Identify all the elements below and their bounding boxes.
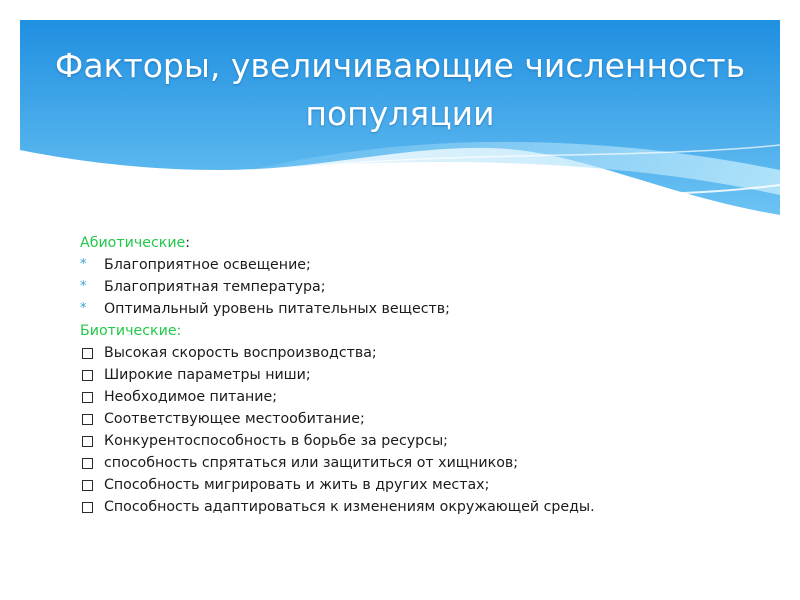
biotic-heading	[80, 320, 760, 342]
abiotic-heading	[80, 232, 760, 254]
biotic-item-label: Соответствующее местообитание;	[104, 411, 365, 427]
list-item	[80, 364, 760, 386]
list-item	[80, 452, 760, 474]
list-item	[80, 342, 760, 364]
list-item	[80, 496, 760, 518]
list-item	[80, 276, 760, 298]
list-item	[80, 430, 760, 452]
abiotic-item-label: Благоприятная температура;	[104, 279, 326, 295]
biotic-heading-label: Биотические:	[80, 323, 182, 339]
list-item	[80, 298, 760, 320]
biotic-item-label: Способность мигрировать и жить в других местах;	[104, 477, 490, 493]
abiotic-item-label: Благоприятное освещение;	[104, 257, 311, 273]
slide-title: Факторы, увеличивающие численность популяции	[54, 46, 746, 133]
biotic-item-label: Способность адаптироваться к изменениям окружающей среды.	[104, 499, 595, 515]
list-item	[80, 474, 760, 496]
biotic-item-label: Широкие параметры ниши;	[104, 367, 311, 383]
slide	[20, 20, 780, 580]
asterisk-bullet-icon: *	[80, 257, 87, 272]
asterisk-bullet-icon: *	[80, 279, 87, 294]
list-item	[80, 386, 760, 408]
abiotic-item-label: Оптимальный уровень питательных веществ;	[104, 301, 450, 317]
content-list	[80, 232, 760, 518]
abiotic-heading-label: Абиотические	[80, 235, 186, 251]
biotic-item-label: Конкурентоспособность в борьбе за ресурсы;	[104, 433, 448, 449]
biotic-item-label: способность спрятаться или защититься от хищников;	[104, 455, 519, 471]
asterisk-bullet-icon: *	[80, 301, 87, 316]
biotic-item-label: Высокая скорость воспроизводства;	[104, 345, 377, 361]
list-item	[80, 254, 760, 276]
list-item	[80, 408, 760, 430]
abiotic-heading-colon: :	[185, 235, 191, 251]
biotic-item-label: Необходимое питание;	[104, 389, 278, 405]
